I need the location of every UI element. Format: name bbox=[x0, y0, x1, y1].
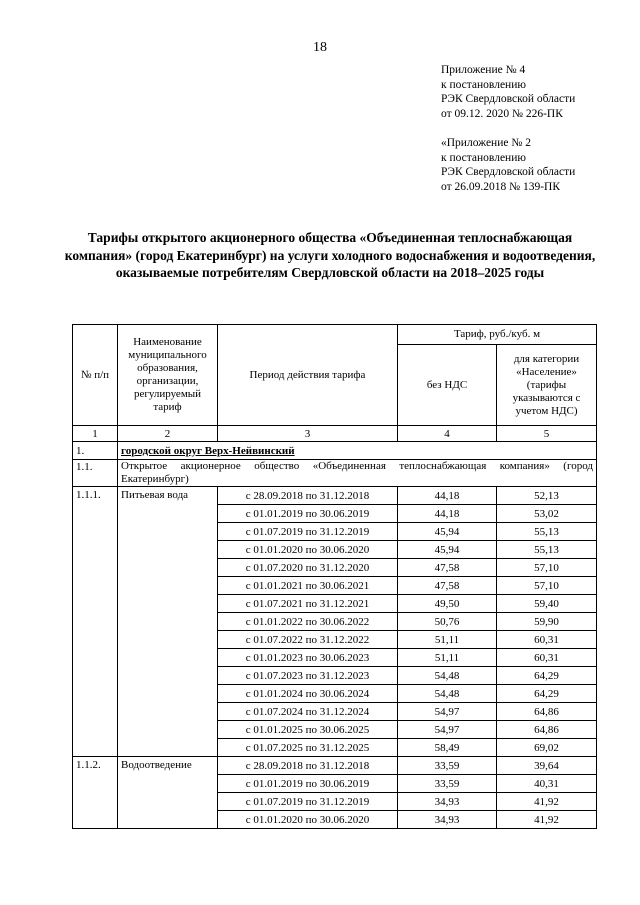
page-number: 18 bbox=[313, 40, 327, 55]
column-number: 4 bbox=[398, 426, 497, 442]
column-number: 1 bbox=[73, 426, 118, 442]
tariff-period: с 01.07.2025 по 31.12.2025 bbox=[218, 739, 398, 757]
tariff-period: с 01.07.2019 по 31.12.2019 bbox=[218, 523, 398, 541]
appendix-line: Приложение № 4 bbox=[441, 64, 526, 76]
tariff-period: с 01.01.2020 по 30.06.2020 bbox=[218, 811, 398, 829]
tariff-population: 64,29 bbox=[497, 685, 597, 703]
appendix-line: РЭК Свердловской области bbox=[441, 166, 576, 178]
tariff-population: 64,29 bbox=[497, 667, 597, 685]
tariff-population: 39,64 bbox=[497, 757, 597, 775]
tariff-period: с 28.09.2018 по 31.12.2018 bbox=[218, 757, 398, 775]
tariff-population: 64,86 bbox=[497, 703, 597, 721]
tariffs-table bbox=[72, 324, 597, 829]
document-title: Тарифы открытого акционерного общества «Объединенная теплоснабжающая компания» (город Екатеринбург) на услуги холодного водоснабжения и водоотведения, оказываемые потребителям Свердловской области на 2018–2025 годы bbox=[64, 230, 596, 280]
appendix-line: «Приложение № 2 bbox=[441, 137, 531, 149]
tariff-period: с 01.01.2025 по 30.06.2025 bbox=[218, 721, 398, 739]
tariff-population: 52,13 bbox=[497, 487, 597, 505]
tariff-no-vat: 54,48 bbox=[398, 667, 497, 685]
tariff-no-vat: 45,94 bbox=[398, 541, 497, 559]
tariff-no-vat: 54,48 bbox=[398, 685, 497, 703]
tariff-population: 64,86 bbox=[497, 721, 597, 739]
column-number: 3 bbox=[218, 426, 398, 442]
tariff-population: 60,31 bbox=[497, 649, 597, 667]
tariff-period: с 28.09.2018 по 31.12.2018 bbox=[218, 487, 398, 505]
tariff-no-vat: 54,97 bbox=[398, 703, 497, 721]
tariff-period: с 01.07.2021 по 31.12.2021 bbox=[218, 595, 398, 613]
group-name: Водоотведение bbox=[118, 757, 218, 829]
tariff-no-vat: 44,18 bbox=[398, 487, 497, 505]
tariff-no-vat: 47,58 bbox=[398, 577, 497, 595]
tariff-period: с 01.07.2020 по 31.12.2020 bbox=[218, 559, 398, 577]
appendix-previous bbox=[441, 136, 575, 194]
tariff-row bbox=[73, 487, 597, 505]
appendix-current bbox=[441, 63, 575, 121]
header-population: для категории «Население» (тарифы указываются с учетом НДС) bbox=[497, 345, 597, 426]
group-num: 1.1.1. bbox=[73, 487, 118, 757]
column-numbers-row bbox=[73, 426, 597, 442]
tariff-period: с 01.07.2019 по 31.12.2019 bbox=[218, 793, 398, 811]
company-num: 1.1. bbox=[73, 460, 118, 487]
column-number: 5 bbox=[497, 426, 597, 442]
tariff-period: с 01.07.2024 по 31.12.2024 bbox=[218, 703, 398, 721]
header-period: Период действия тарифа bbox=[218, 325, 398, 426]
group-name: Питьевая вода bbox=[118, 487, 218, 757]
appendix-line: к постановлению bbox=[441, 151, 526, 164]
region-row bbox=[73, 442, 597, 460]
tariff-population: 60,31 bbox=[497, 631, 597, 649]
tariff-no-vat: 50,76 bbox=[398, 613, 497, 631]
header-no-vat: без НДС bbox=[398, 345, 497, 426]
tariff-population: 59,40 bbox=[497, 595, 597, 613]
tariff-population: 53,02 bbox=[497, 505, 597, 523]
tariff-no-vat: 45,94 bbox=[398, 523, 497, 541]
tariff-population: 55,13 bbox=[497, 523, 597, 541]
header-name: Наименование муниципального образования, организации, регулируемый тариф bbox=[118, 325, 218, 426]
tariff-population: 69,02 bbox=[497, 739, 597, 757]
tariff-population: 55,13 bbox=[497, 541, 597, 559]
tariff-population: 57,10 bbox=[497, 577, 597, 595]
company-row bbox=[73, 460, 597, 487]
tariff-no-vat: 34,93 bbox=[398, 811, 497, 829]
tariff-population: 41,92 bbox=[497, 793, 597, 811]
tariff-period: с 01.01.2022 по 30.06.2022 bbox=[218, 613, 398, 631]
appendix-line: от 26.09.2018 № 139-ПК bbox=[441, 180, 561, 193]
region-name: городской округ Верх-Нейвинский bbox=[121, 444, 295, 457]
tariff-no-vat: 49,50 bbox=[398, 595, 497, 613]
tariff-period: с 01.01.2019 по 30.06.2019 bbox=[218, 775, 398, 793]
tariff-period: с 01.01.2021 по 30.06.2021 bbox=[218, 577, 398, 595]
appendix-line: к постановлению bbox=[441, 78, 526, 91]
tariff-period: с 01.07.2022 по 31.12.2022 bbox=[218, 631, 398, 649]
tariff-no-vat: 44,18 bbox=[398, 505, 497, 523]
tariff-row bbox=[73, 757, 597, 775]
tariff-no-vat: 33,59 bbox=[398, 757, 497, 775]
tariff-no-vat: 51,11 bbox=[398, 631, 497, 649]
appendix-line: РЭК Свердловской области bbox=[441, 93, 576, 105]
region-num: 1. bbox=[73, 442, 118, 460]
tariff-no-vat: 34,93 bbox=[398, 793, 497, 811]
appendix-line: от 09.12. 2020 № 226-ПК bbox=[441, 107, 563, 120]
tariff-no-vat: 51,11 bbox=[398, 649, 497, 667]
tariff-period: с 01.01.2024 по 30.06.2024 bbox=[218, 685, 398, 703]
tariff-no-vat: 58,49 bbox=[398, 739, 497, 757]
tariff-period: с 01.07.2023 по 31.12.2023 bbox=[218, 667, 398, 685]
tariff-period: с 01.01.2023 по 30.06.2023 bbox=[218, 649, 398, 667]
group-num: 1.1.2. bbox=[73, 757, 118, 829]
tariff-population: 41,92 bbox=[497, 811, 597, 829]
tariff-period: с 01.01.2020 по 30.06.2020 bbox=[218, 541, 398, 559]
header-num: № п/п bbox=[73, 325, 118, 426]
tariff-population: 57,10 bbox=[497, 559, 597, 577]
tariff-population: 40,31 bbox=[497, 775, 597, 793]
tariff-no-vat: 47,58 bbox=[398, 559, 497, 577]
tariff-no-vat: 54,97 bbox=[398, 721, 497, 739]
column-number: 2 bbox=[118, 426, 218, 442]
tariff-population: 59,90 bbox=[497, 613, 597, 631]
tariff-no-vat: 33,59 bbox=[398, 775, 497, 793]
header-tariff: Тариф, руб./куб. м bbox=[398, 325, 597, 345]
tariff-period: с 01.01.2019 по 30.06.2019 bbox=[218, 505, 398, 523]
company-name: Открытое акционерное общество «Объединенная теплоснабжающая компания» (город Екатеринбург) bbox=[118, 460, 597, 487]
